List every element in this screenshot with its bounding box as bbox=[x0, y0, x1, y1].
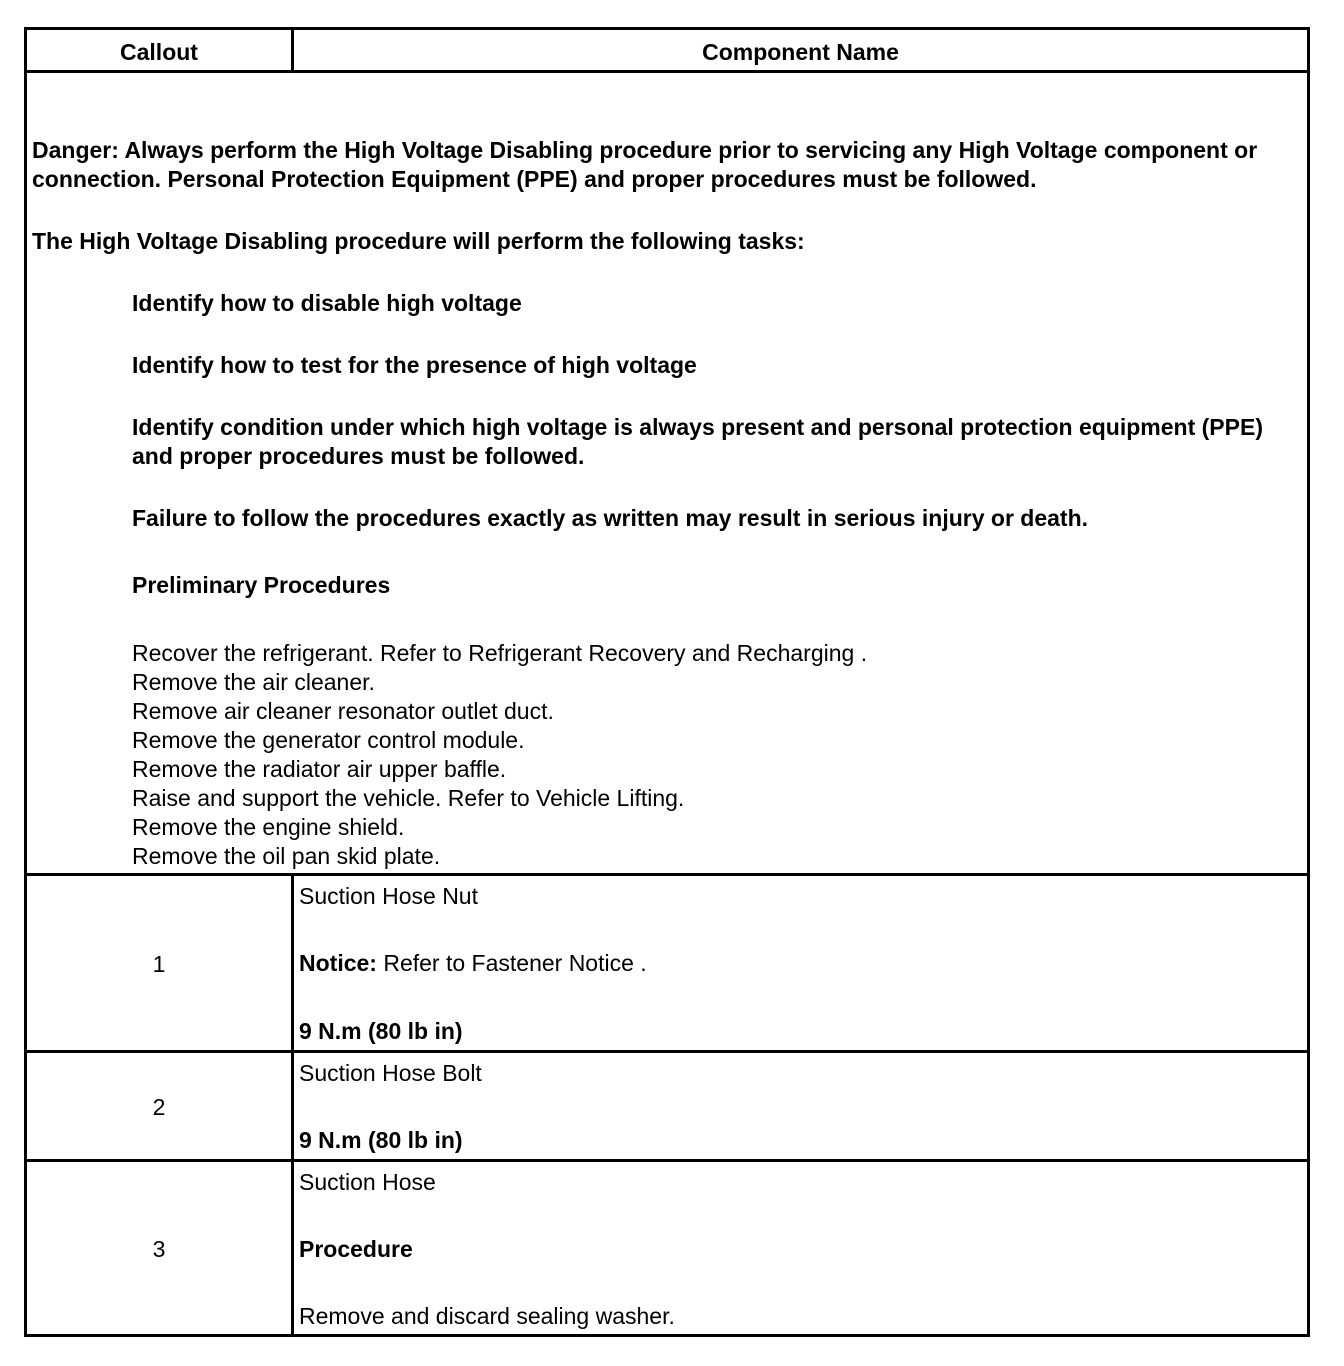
component-table bbox=[24, 27, 1310, 1337]
row-rule bbox=[27, 1050, 1307, 1053]
danger-warning: Danger: Always perform the High Voltage Disabling procedure prior to servicing any High Voltage component or connection. Personal Protection Equipment (PPE) and proper procedures must be followed. bbox=[32, 137, 1258, 192]
tasks-intro: The High Voltage Disabling procedure will perform the following tasks: bbox=[32, 228, 805, 254]
header-component-name: Component Name bbox=[702, 39, 899, 65]
list-item: Remove the engine shield. bbox=[132, 814, 405, 840]
preliminary-title: Preliminary Procedures bbox=[132, 572, 391, 598]
list-item: Remove air cleaner resonator outlet duct. bbox=[132, 698, 554, 724]
list-item: Remove the air cleaner. bbox=[132, 669, 375, 695]
task-item: Identify condition under which high voltage is always present and personal protection equipment (PPE) and proper procedures must be followed. bbox=[132, 414, 1263, 469]
procedure-step: Remove and discard sealing washer. bbox=[299, 1303, 675, 1329]
column-divider bbox=[291, 873, 294, 1337]
header-divider bbox=[291, 30, 294, 71]
component-name: Suction Hose bbox=[299, 1169, 436, 1195]
procedure-label: Procedure bbox=[299, 1236, 413, 1262]
row-rule bbox=[27, 873, 1307, 876]
list-item: Remove the oil pan skid plate. bbox=[132, 843, 441, 869]
preliminary-steps bbox=[132, 639, 867, 871]
list-item: Raise and support the vehicle. Refer to Vehicle Lifting. bbox=[132, 785, 685, 811]
header-callout: Callout bbox=[120, 39, 198, 65]
callout-number: 1 bbox=[152, 951, 166, 977]
row-rule bbox=[27, 1159, 1307, 1162]
component-name: Suction Hose Bolt bbox=[299, 1060, 482, 1086]
list-item: Remove the radiator air upper baffle. bbox=[132, 756, 507, 782]
task-item: Identify how to disable high voltage bbox=[132, 290, 522, 316]
torque-spec: 9 N.m (80 lb in) bbox=[299, 1018, 463, 1044]
notice-line bbox=[299, 949, 647, 978]
failure-warning: Failure to follow the procedures exactly as written may result in serious injury or death. bbox=[132, 505, 1089, 531]
component-name: Suction Hose Nut bbox=[299, 883, 478, 909]
notice-text: Refer to Fastener Notice . bbox=[376, 950, 647, 976]
notice-label: Notice: bbox=[299, 950, 377, 976]
list-item: Remove the generator control module. bbox=[132, 727, 525, 753]
callout-number: 2 bbox=[152, 1094, 166, 1120]
torque-spec: 9 N.m (80 lb in) bbox=[299, 1127, 463, 1153]
list-item: Recover the refrigerant. Refer to Refrigerant Recovery and Recharging . bbox=[132, 640, 868, 666]
header-rule bbox=[27, 70, 1307, 73]
callout-number: 3 bbox=[152, 1236, 166, 1262]
task-item: Identify how to test for the presence of high voltage bbox=[132, 352, 697, 378]
